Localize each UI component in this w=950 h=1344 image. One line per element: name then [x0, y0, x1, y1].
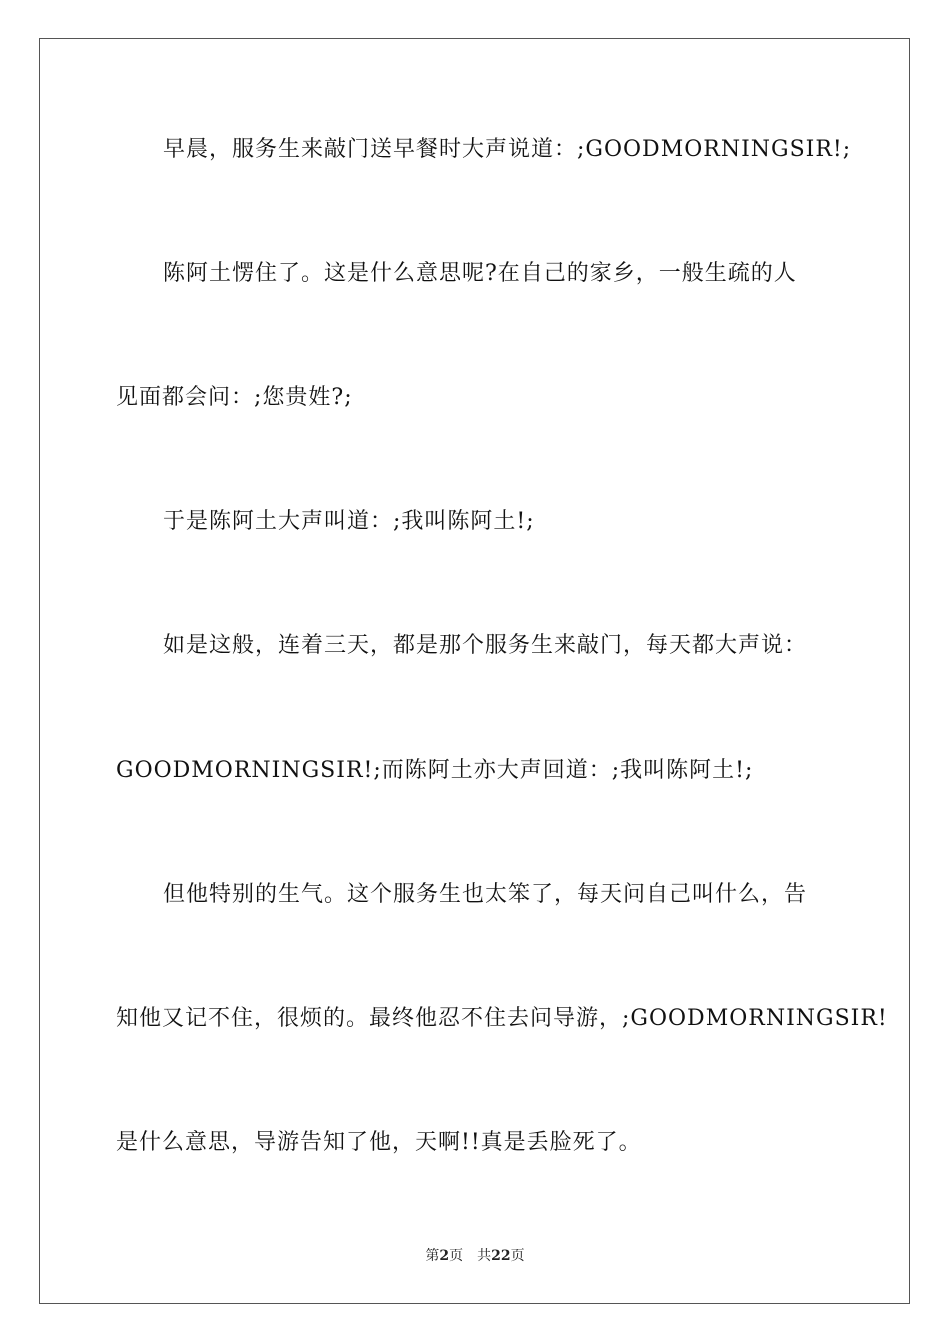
text-line-8: 知他又记不住，很烦的。最终他忍不住去问导游，;GOODMORNINGSIR! [116, 1006, 888, 1031]
page-footer [0, 1246, 950, 1266]
page-suffix: 页 [449, 1248, 464, 1264]
text-line-3: 见面都会问：;您贵姓?; [116, 385, 353, 410]
page-prefix: 第 [425, 1248, 440, 1264]
total-suffix: 页 [510, 1248, 525, 1264]
text-line-1: 早晨，服务生来敲门送早餐时大声说道：;GOODMORNINGSIR!; [163, 137, 852, 162]
text-line-4: 于是陈阿土大声叫道：;我叫陈阿土!; [163, 509, 535, 534]
text-line-9: 是什么意思，导游告知了他，天啊!!真是丢脸死了。 [116, 1130, 642, 1155]
total-pages: 22 [491, 1248, 511, 1264]
text-line-7: 但他特别的生气。这个服务生也太笨了，每天问自己叫什么，告 [163, 882, 808, 907]
text-line-2: 陈阿土愣住了。这是什么意思呢?在自己的家乡，一般生疏的人 [163, 261, 797, 286]
text-line-6: GOODMORNINGSIR!;而陈阿土亦大声回道：;我叫陈阿土!; [116, 758, 754, 783]
page-number: 2 [439, 1248, 450, 1264]
page-border [39, 38, 910, 1304]
total-prefix: 共 [477, 1248, 492, 1264]
text-line-5: 如是这般，连着三天，都是那个服务生来敲门，每天都大声说： [163, 633, 808, 658]
